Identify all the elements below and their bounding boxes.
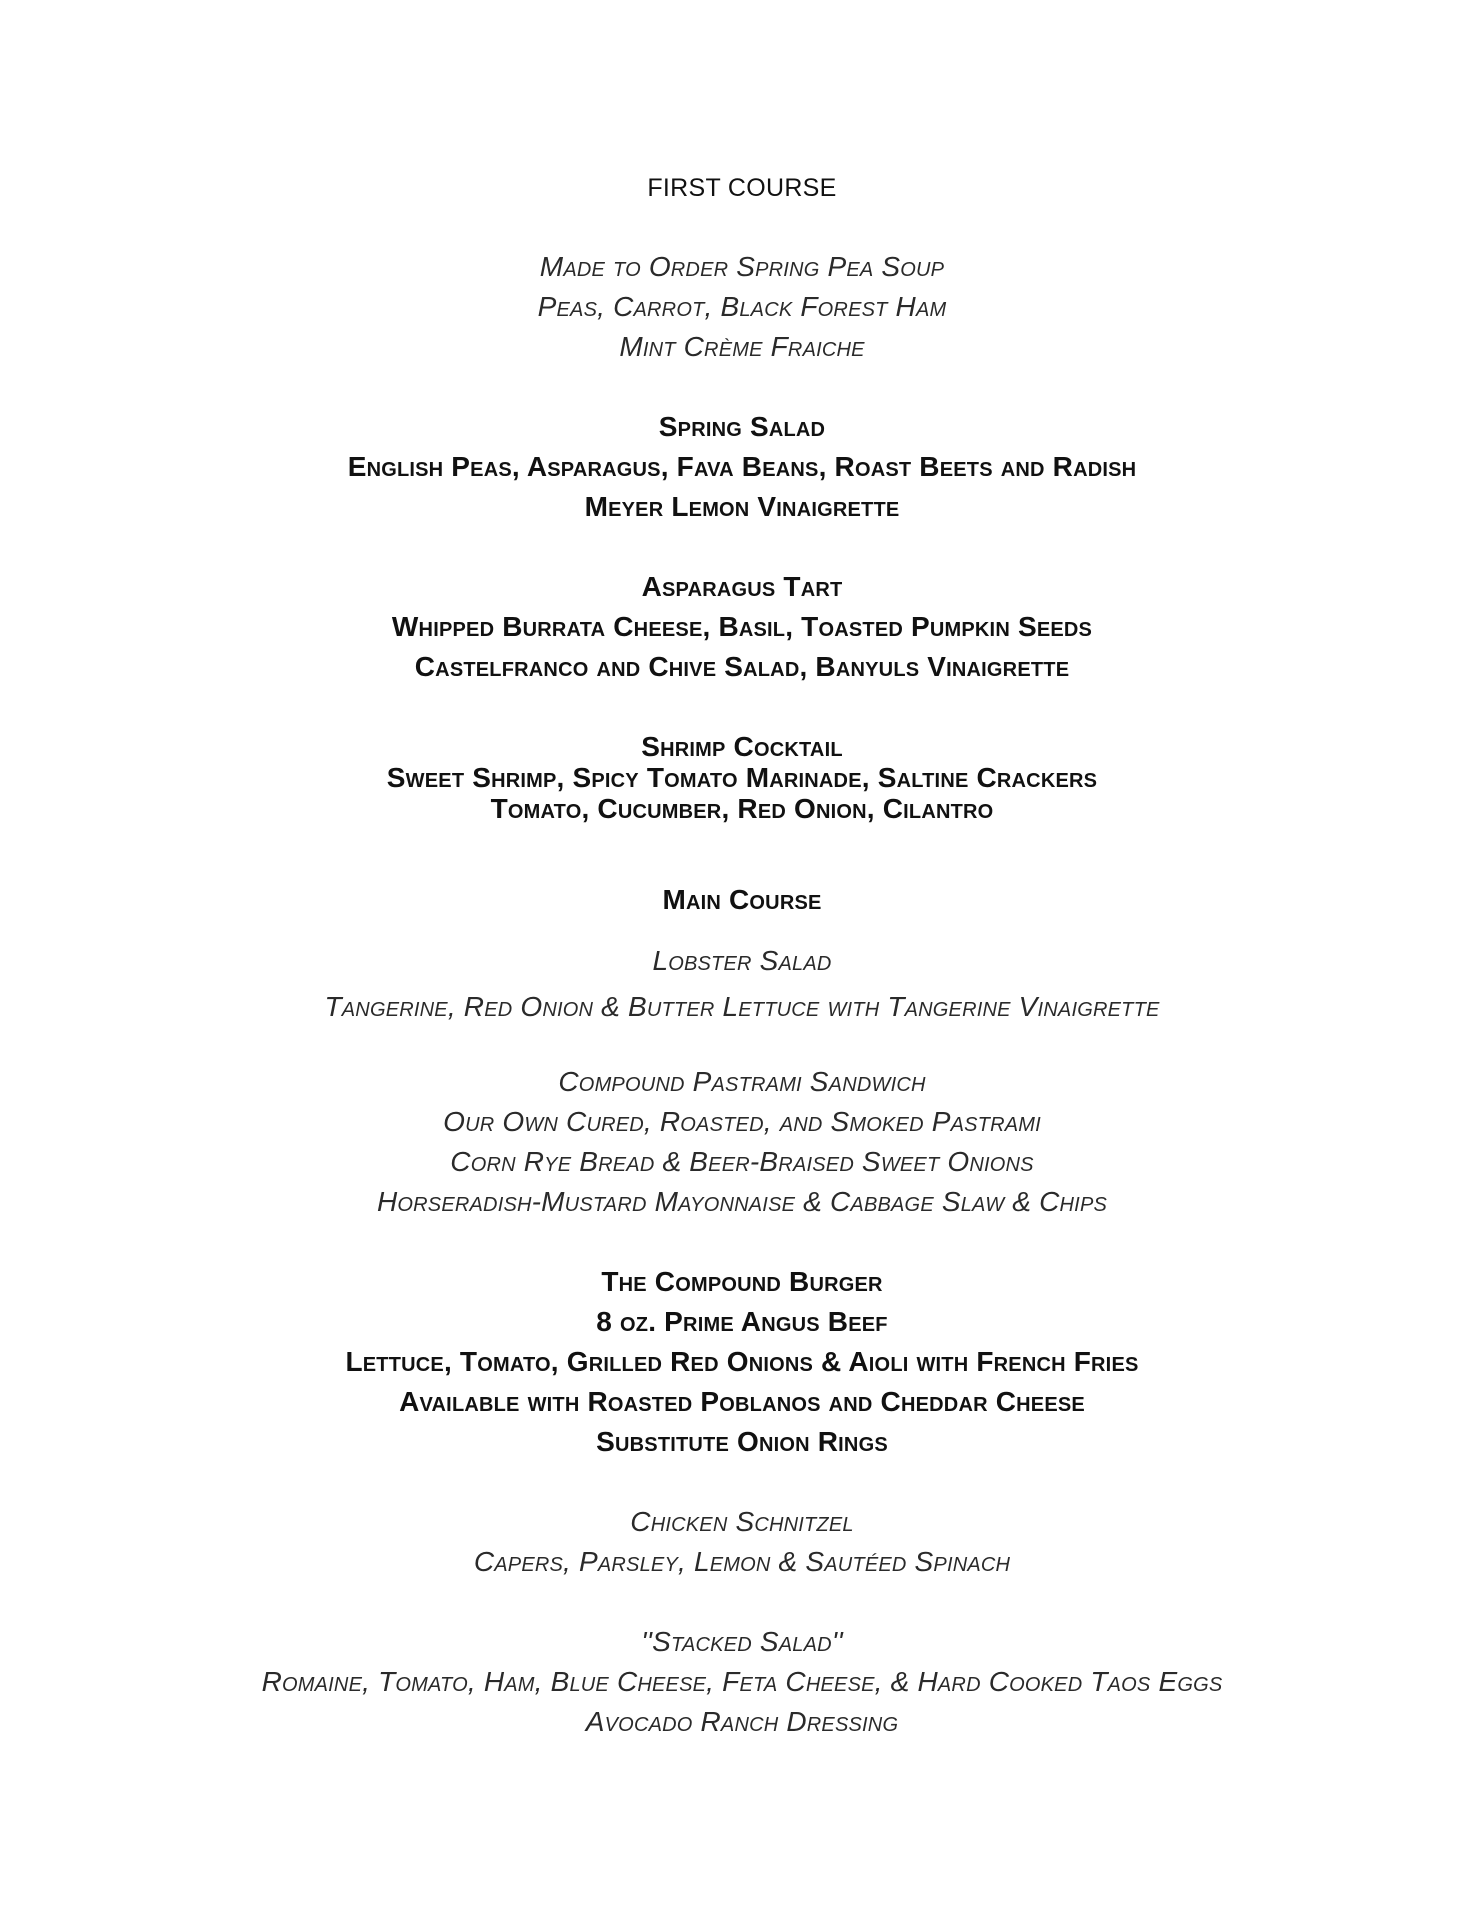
- burger-line-4: Substitute Onion Rings: [596, 1426, 888, 1457]
- pea-soup-line-1: Peas, Carrot, Black Forest Ham: [537, 291, 947, 322]
- pastrami-title: Compound Pastrami Sandwich: [558, 1066, 926, 1097]
- burger-line-1: 8 oz. Prime Angus Beef: [596, 1306, 888, 1337]
- asparagus-tart-title: Asparagus Tart: [641, 571, 843, 602]
- burger-title: The Compound Burger: [601, 1266, 883, 1297]
- pastrami-line-1: Our Own Cured, Roasted, and Smoked Pastrami: [443, 1106, 1041, 1137]
- lobster-salad-title: Lobster Salad: [652, 945, 832, 976]
- spring-salad-title: Spring Salad: [658, 411, 826, 442]
- burger-line-3: Available with Roasted Poblanos and Cheddar Cheese: [399, 1386, 1085, 1417]
- spring-salad-line-2: Meyer Lemon Vinaigrette: [584, 491, 900, 522]
- pastrami-line-2: Corn Rye Bread & Beer-Braised Sweet Onions: [450, 1146, 1034, 1177]
- stacked-salad-line-2: Avocado Ranch Dressing: [585, 1706, 899, 1737]
- schnitzel-title: Chicken Schnitzel: [630, 1506, 854, 1537]
- pastrami-line-3: Horseradish-Mustard Mayonnaise & Cabbage Slaw & Chips: [376, 1186, 1108, 1217]
- lobster-salad-line-1: Tangerine, Red Onion & Butter Lettuce with Tangerine Vinaigrette: [324, 991, 1160, 1022]
- pea-soup-title: Made to Order Spring Pea Soup: [539, 251, 945, 282]
- asparagus-tart-line-2: Castelfranco and Chive Salad, Banyuls Vinaigrette: [414, 651, 1070, 682]
- stacked-salad-title: ''Stacked Salad'': [641, 1626, 843, 1657]
- main-course-heading: Main Course: [662, 884, 822, 915]
- schnitzel-line-1: Capers, Parsley, Lemon & Sautéed Spinach: [473, 1546, 1011, 1577]
- pea-soup-line-2: Mint Crème Fraiche: [619, 331, 865, 362]
- shrimp-cocktail-line-2: Tomato, Cucumber, Red Onion, Cilantro: [490, 793, 994, 824]
- spring-salad-line-1: English Peas, Asparagus, Fava Beans, Roast Beets and Radish: [347, 451, 1137, 482]
- first-course-heading: FIRST COURSE: [647, 174, 837, 202]
- shrimp-cocktail-title: Shrimp Cocktail: [641, 731, 843, 762]
- burger-line-2: Lettuce, Tomato, Grilled Red Onions & Aioli with French Fries: [345, 1346, 1139, 1377]
- asparagus-tart-line-1: Whipped Burrata Cheese, Basil, Toasted Pumpkin Seeds: [391, 611, 1093, 642]
- stacked-salad-line-1: Romaine, Tomato, Ham, Blue Cheese, Feta Cheese, & Hard Cooked Taos Eggs: [261, 1666, 1223, 1697]
- shrimp-cocktail-line-1: Sweet Shrimp, Spicy Tomato Marinade, Saltine Crackers: [386, 762, 1098, 793]
